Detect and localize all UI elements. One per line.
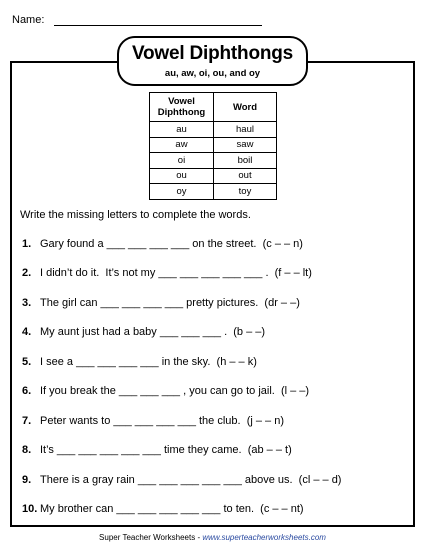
- table-cell: saw: [214, 137, 277, 153]
- table-cell: boil: [214, 153, 277, 169]
- worksheet-subtitle: au, aw, oi, ou, and oy: [164, 68, 261, 79]
- question-item: [22, 267, 312, 279]
- footer: [0, 533, 425, 542]
- question-item: [22, 474, 341, 486]
- question-text: It’s ___ ___ ___ ___ ___ time they came. (ab – – t): [40, 444, 292, 456]
- table-row: [150, 122, 277, 138]
- question-number: 8.: [22, 444, 32, 456]
- question-number: 3.: [22, 297, 32, 309]
- question-item: [22, 238, 303, 250]
- question-item: [22, 503, 304, 515]
- table-row: [150, 137, 277, 153]
- table-cell: haul: [214, 122, 277, 138]
- question-number: 4.: [22, 326, 32, 338]
- title-box: [117, 36, 308, 86]
- table-cell: oy: [150, 184, 214, 200]
- question-item: [22, 326, 265, 338]
- table-header-word: Word: [214, 93, 277, 122]
- question-number: 10.: [22, 503, 38, 515]
- question-number: 9.: [22, 474, 32, 486]
- name-line: [54, 15, 262, 26]
- question-text: My brother can ___ ___ ___ ___ ___ to ten. (c – – nt): [40, 503, 304, 515]
- instructions: Write the missing letters to complete the words.: [20, 209, 251, 221]
- question-text: Peter wants to ___ ___ ___ ___ the club. (j – – n): [40, 415, 284, 427]
- footer-url-link[interactable]: www.superteacherworksheets.com: [202, 533, 326, 542]
- table-cell: ou: [150, 168, 214, 184]
- question-number: 2.: [22, 267, 32, 279]
- question-number: 5.: [22, 356, 32, 368]
- table-cell: toy: [214, 184, 277, 200]
- question-text: If you break the ___ ___ ___ , you can go to jail. (l – –): [40, 385, 310, 397]
- table-header-diphthong: Vowel Diphthong: [150, 93, 214, 122]
- question-number: 1.: [22, 238, 32, 250]
- footer-brand: Super Teacher Worksheets -: [99, 533, 203, 542]
- question-item: [22, 297, 300, 309]
- table-cell: oi: [150, 153, 214, 169]
- table-cell: au: [150, 122, 214, 138]
- question-item: [22, 415, 284, 427]
- question-number: 7.: [22, 415, 32, 427]
- table-cell: aw: [150, 137, 214, 153]
- question-text: The girl can ___ ___ ___ ___ pretty pictures. (dr – –): [40, 297, 300, 309]
- worksheet-title: Vowel Diphthongs: [131, 43, 294, 64]
- table-row: [150, 153, 277, 169]
- question-number: 6.: [22, 385, 32, 397]
- name-row: [12, 14, 262, 26]
- question-item: [22, 356, 257, 368]
- table-row: [150, 184, 277, 200]
- question-text: My aunt just had a baby ___ ___ ___ . (b – –): [40, 326, 266, 338]
- question-text: I didn’t do it. It’s not my ___ ___ ___ ___ ___ . (f – – lt): [40, 267, 312, 279]
- diphthong-table: [149, 92, 277, 200]
- question-text: Gary found a ___ ___ ___ ___ on the street. (c – – n): [40, 238, 303, 250]
- table-header-row: [150, 93, 277, 122]
- table-cell: out: [214, 168, 277, 184]
- table-row: [150, 168, 277, 184]
- question-item: [22, 385, 309, 397]
- question-text: I see a ___ ___ ___ ___ in the sky. (h – – k): [40, 356, 257, 368]
- question-item: [22, 444, 292, 456]
- name-label: Name:: [12, 14, 45, 26]
- question-text: There is a gray rain ___ ___ ___ ___ ___ above us. (cl – – d): [40, 474, 342, 486]
